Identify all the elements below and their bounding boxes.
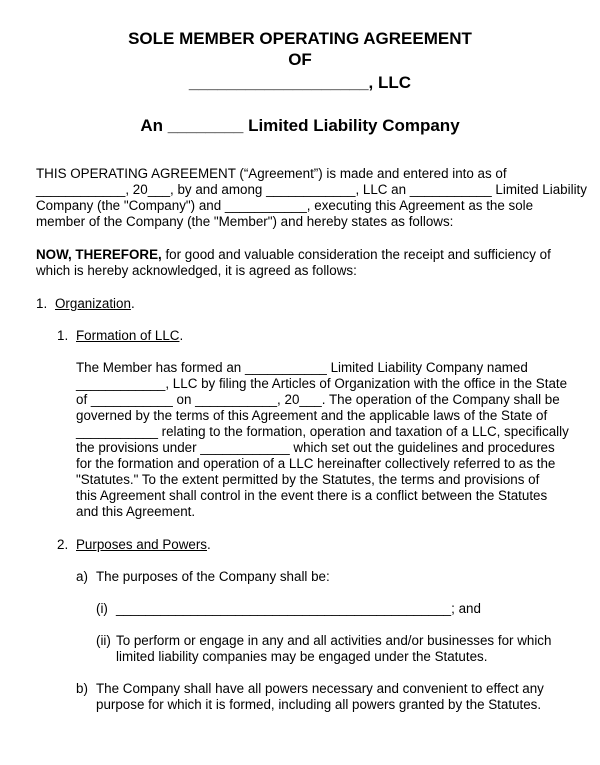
- subsection-2-number: 2.: [57, 537, 69, 552]
- formation-line-7: for the formation and operation of a LLC hereinafter collectively referred to as the: [76, 456, 556, 471]
- section-1-title: Organization: [55, 296, 131, 311]
- subsection-2-title: Purposes and Powers: [76, 537, 208, 552]
- formation-line-5: ___________ relating to the formation, operation and taxation of a LLC, specifically: [76, 424, 569, 439]
- item-i-label: (i): [96, 601, 108, 616]
- formation-line-6: the provisions under ____________ which set out the guidelines and procedures: [76, 440, 555, 455]
- subsection-1-heading: [76, 328, 183, 344]
- intro-line-1: THIS OPERATING AGREEMENT (“Agreement”) is made and entered into as of: [36, 166, 507, 181]
- item-ii-label: (ii): [96, 633, 111, 648]
- formation-line-4: governed by the terms of this Agreement and the applicable laws of the State of: [76, 408, 548, 423]
- document-title: SOLE MEMBER OPERATING AGREEMENT: [128, 29, 472, 48]
- formation-line-9: this Agreement shall control in the event there is a conflict between the Statutes: [76, 488, 548, 503]
- formation-line-2: ____________, LLC by filing the Articles of Organization with the office in the State: [76, 376, 568, 391]
- now-therefore-text: for good and valuable consideration the receipt and sufficiency of: [161, 247, 551, 262]
- document-subtitle: An ________ Limited Liability Company: [140, 116, 460, 135]
- item-a-label: a): [76, 569, 88, 584]
- item-b-line-1: The Company shall have all powers necessary and convenient to effect any: [96, 681, 544, 696]
- section-1-number: 1.: [36, 296, 48, 311]
- now-therefore-line-2: which is hereby acknowledged, it is agreed as follows:: [36, 263, 357, 278]
- subsection-1-title: Formation of LLC: [76, 328, 180, 343]
- formation-line-10: and this Agreement.: [76, 504, 196, 519]
- now-therefore-line-1: [36, 247, 551, 263]
- item-i-text: _____________________________________________; and: [116, 601, 481, 616]
- subsection-2-heading: [76, 537, 211, 553]
- intro-line-4: member of the Company (the "Member") and hereby states as follows:: [36, 214, 454, 229]
- llc-name-line: ___________________, LLC: [188, 73, 412, 92]
- item-b-label: b): [76, 681, 88, 696]
- subsection-2-period: .: [207, 537, 211, 552]
- item-ii-line-2: limited liability companies may be engaged under the Statutes.: [116, 649, 488, 664]
- intro-line-3: Company (the "Company") and ___________, executing this Agreement as the sole: [36, 198, 534, 213]
- subsection-1-period: .: [179, 328, 184, 343]
- item-b-line-2: purpose for which it is formed, including all powers granted by the Statutes.: [96, 697, 542, 712]
- subsection-1-number: 1.: [57, 328, 69, 343]
- item-a-text: The purposes of the Company shall be:: [96, 569, 330, 584]
- formation-line-3: of ___________ on ___________, 20___. The operation of the Company shall be: [76, 392, 560, 407]
- section-1-period: .: [130, 296, 135, 311]
- item-ii-line-1: To perform or engage in any and all activities and/or businesses for which: [116, 633, 552, 648]
- intro-line-2: ____________, 20___, by and among ____________, LLC an ___________ Limited Liability: [36, 182, 587, 197]
- formation-line-8: "Statutes." To the extent permitted by the Statutes, the terms and provisions of: [76, 472, 540, 487]
- document-title-of: OF: [288, 50, 312, 69]
- now-therefore-bold: NOW, THEREFORE,: [36, 247, 162, 262]
- formation-line-1: The Member has formed an ___________ Limited Liability Company named: [76, 360, 528, 375]
- section-1-heading: [55, 296, 135, 312]
